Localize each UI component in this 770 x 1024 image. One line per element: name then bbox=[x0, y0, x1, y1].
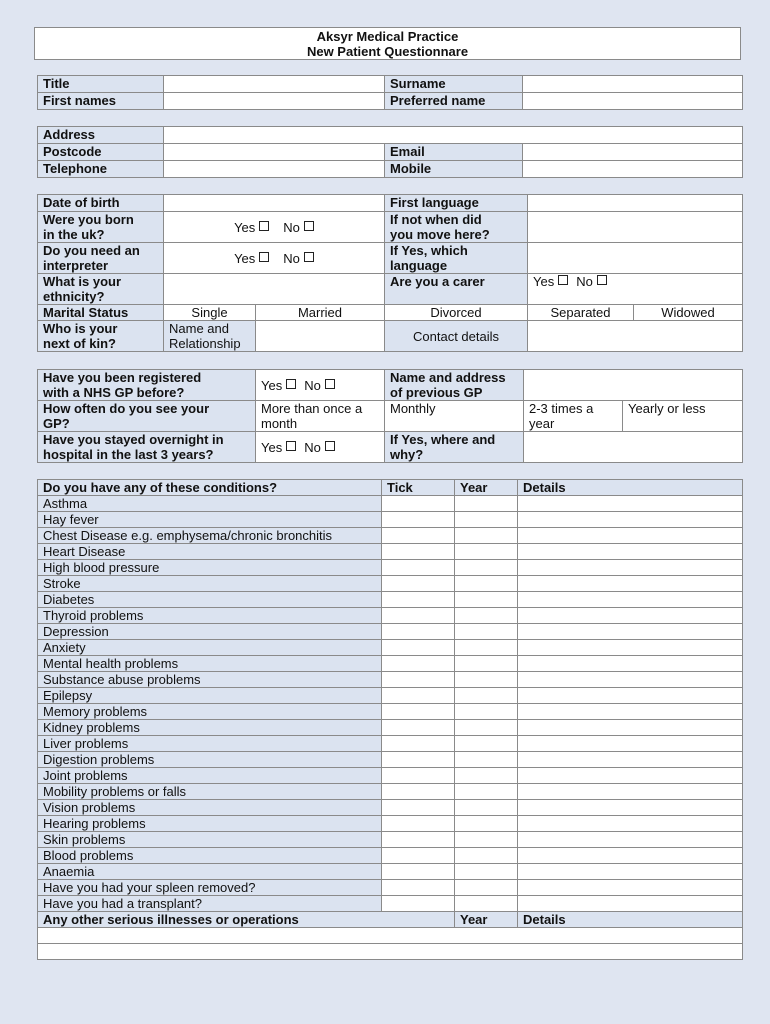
other-illnesses-heading: Any other serious illnesses or operations bbox=[38, 912, 455, 928]
condition-details-cell[interactable] bbox=[518, 768, 743, 784]
condition-row bbox=[38, 640, 743, 656]
born-uk-yes-checkbox[interactable] bbox=[259, 221, 269, 231]
condition-row bbox=[38, 544, 743, 560]
condition-tick-cell[interactable] bbox=[382, 496, 455, 512]
condition-year-cell[interactable] bbox=[455, 496, 518, 512]
first-language-field[interactable] bbox=[528, 195, 743, 212]
condition-label: Skin problems bbox=[38, 832, 382, 848]
condition-label: Heart Disease bbox=[38, 544, 382, 560]
condition-year-cell[interactable] bbox=[455, 736, 518, 752]
condition-tick-cell[interactable] bbox=[382, 688, 455, 704]
year-column-header: Year bbox=[455, 480, 518, 496]
condition-year-cell[interactable] bbox=[455, 544, 518, 560]
title-field[interactable] bbox=[164, 76, 385, 93]
telephone-label: Telephone bbox=[38, 161, 164, 178]
marital-option-married[interactable]: Married bbox=[256, 305, 385, 321]
condition-row bbox=[38, 720, 743, 736]
marital-status-label: Marital Status bbox=[38, 305, 164, 321]
email-label: Email bbox=[385, 144, 523, 161]
contact-section bbox=[37, 126, 743, 178]
condition-row bbox=[38, 560, 743, 576]
condition-label: Memory problems bbox=[38, 704, 382, 720]
condition-year-cell[interactable] bbox=[455, 896, 518, 912]
condition-label: Anxiety bbox=[38, 640, 382, 656]
postcode-label: Postcode bbox=[38, 144, 164, 161]
condition-row bbox=[38, 816, 743, 832]
personal-section bbox=[37, 75, 743, 110]
condition-label: Depression bbox=[38, 624, 382, 640]
condition-row bbox=[38, 672, 743, 688]
conditions-heading: Do you have any of these conditions? bbox=[38, 480, 382, 496]
condition-year-cell[interactable] bbox=[455, 864, 518, 880]
condition-label: Joint problems bbox=[38, 768, 382, 784]
practice-name: Aksyr Medical Practice bbox=[316, 29, 459, 44]
title-label: Title bbox=[38, 76, 164, 93]
overnight-hospital-choice: Yes No bbox=[256, 432, 385, 463]
condition-row bbox=[38, 688, 743, 704]
moved-here-field[interactable] bbox=[528, 212, 743, 243]
condition-details-cell[interactable] bbox=[518, 800, 743, 816]
mobile-field[interactable] bbox=[523, 161, 743, 178]
condition-details-cell[interactable] bbox=[518, 672, 743, 688]
condition-year-cell[interactable] bbox=[455, 608, 518, 624]
details-section bbox=[37, 194, 743, 352]
gp-section bbox=[37, 369, 743, 463]
marital-option-single[interactable]: Single bbox=[164, 305, 256, 321]
surname-field[interactable] bbox=[523, 76, 743, 93]
where-why-field[interactable] bbox=[524, 432, 743, 463]
surname-label: Surname bbox=[385, 76, 523, 93]
interpreter-label: Do you need an interpreter bbox=[38, 243, 164, 274]
condition-row bbox=[38, 592, 743, 608]
previous-gp-field[interactable] bbox=[524, 370, 743, 401]
condition-year-cell[interactable] bbox=[455, 752, 518, 768]
condition-label: Liver problems bbox=[38, 736, 382, 752]
condition-row bbox=[38, 784, 743, 800]
freq-option-monthly[interactable]: Monthly bbox=[385, 401, 524, 432]
condition-tick-cell[interactable] bbox=[382, 704, 455, 720]
condition-label: Mobility problems or falls bbox=[38, 784, 382, 800]
condition-tick-cell[interactable] bbox=[382, 720, 455, 736]
carer-no-checkbox[interactable] bbox=[597, 275, 607, 285]
condition-tick-cell[interactable] bbox=[382, 784, 455, 800]
details-column-header: Details bbox=[518, 480, 743, 496]
condition-label: Asthma bbox=[38, 496, 382, 512]
condition-tick-cell[interactable] bbox=[382, 592, 455, 608]
condition-tick-cell[interactable] bbox=[382, 736, 455, 752]
condition-year-cell[interactable] bbox=[455, 656, 518, 672]
condition-details-cell[interactable] bbox=[518, 864, 743, 880]
interpreter-no-checkbox[interactable] bbox=[304, 252, 314, 262]
condition-details-cell[interactable] bbox=[518, 736, 743, 752]
condition-tick-cell[interactable] bbox=[382, 672, 455, 688]
other-illnesses-field[interactable] bbox=[38, 944, 743, 960]
condition-tick-cell[interactable] bbox=[382, 800, 455, 816]
condition-tick-cell[interactable] bbox=[382, 640, 455, 656]
freq-option-2-3-times-year[interactable]: 2-3 times a year bbox=[524, 401, 623, 432]
condition-row bbox=[38, 752, 743, 768]
condition-row bbox=[38, 704, 743, 720]
condition-row bbox=[38, 880, 743, 896]
email-field[interactable] bbox=[523, 144, 743, 161]
marital-option-widowed[interactable]: Widowed bbox=[634, 305, 743, 321]
other-details-header: Details bbox=[518, 912, 743, 928]
condition-details-cell[interactable] bbox=[518, 624, 743, 640]
overnight-no-checkbox[interactable] bbox=[325, 441, 335, 451]
condition-details-cell[interactable] bbox=[518, 752, 743, 768]
condition-tick-cell[interactable] bbox=[382, 560, 455, 576]
form-header bbox=[34, 27, 741, 60]
condition-year-cell[interactable] bbox=[455, 624, 518, 640]
kin-name-label: Name and Relationship bbox=[164, 321, 256, 352]
condition-details-cell[interactable] bbox=[518, 784, 743, 800]
carer-yes-checkbox[interactable] bbox=[558, 275, 568, 285]
condition-details-cell[interactable] bbox=[518, 592, 743, 608]
condition-details-cell[interactable] bbox=[518, 528, 743, 544]
condition-label: High blood pressure bbox=[38, 560, 382, 576]
condition-tick-cell[interactable] bbox=[382, 608, 455, 624]
first-names-label: First names bbox=[38, 93, 164, 110]
condition-details-cell[interactable] bbox=[518, 512, 743, 528]
condition-year-cell[interactable] bbox=[455, 784, 518, 800]
condition-label: Anaemia bbox=[38, 864, 382, 880]
condition-label: Thyroid problems bbox=[38, 608, 382, 624]
condition-details-cell[interactable] bbox=[518, 576, 743, 592]
condition-tick-cell[interactable] bbox=[382, 656, 455, 672]
condition-label: Digestion problems bbox=[38, 752, 382, 768]
condition-details-cell[interactable] bbox=[518, 816, 743, 832]
other-year-header: Year bbox=[455, 912, 518, 928]
condition-details-cell[interactable] bbox=[518, 544, 743, 560]
condition-details-cell[interactable] bbox=[518, 608, 743, 624]
condition-year-cell[interactable] bbox=[455, 528, 518, 544]
condition-year-cell[interactable] bbox=[455, 576, 518, 592]
condition-tick-cell[interactable] bbox=[382, 864, 455, 880]
condition-year-cell[interactable] bbox=[455, 592, 518, 608]
condition-tick-cell[interactable] bbox=[382, 816, 455, 832]
condition-row bbox=[38, 736, 743, 752]
condition-year-cell[interactable] bbox=[455, 832, 518, 848]
condition-label: Blood problems bbox=[38, 848, 382, 864]
which-language-label: If Yes, which language bbox=[385, 243, 528, 274]
dob-label: Date of birth bbox=[38, 195, 164, 212]
condition-year-cell[interactable] bbox=[455, 880, 518, 896]
telephone-field[interactable] bbox=[164, 161, 385, 178]
how-often-label: How often do you see your GP? bbox=[38, 401, 256, 432]
moved-here-label: If not when did you move here? bbox=[385, 212, 528, 243]
condition-details-cell[interactable] bbox=[518, 640, 743, 656]
overnight-yes-checkbox[interactable] bbox=[286, 441, 296, 451]
marital-option-separated[interactable]: Separated bbox=[528, 305, 634, 321]
condition-tick-cell[interactable] bbox=[382, 512, 455, 528]
mobile-label: Mobile bbox=[385, 161, 523, 178]
condition-label: Epilepsy bbox=[38, 688, 382, 704]
ethnicity-label: What is your ethnicity? bbox=[38, 274, 164, 305]
freq-option-more-than-monthly[interactable]: More than once a month bbox=[256, 401, 385, 432]
interpreter-yes-checkbox[interactable] bbox=[259, 252, 269, 262]
condition-details-cell[interactable] bbox=[518, 656, 743, 672]
condition-label: Stroke bbox=[38, 576, 382, 592]
condition-tick-cell[interactable] bbox=[382, 624, 455, 640]
condition-label: Kidney problems bbox=[38, 720, 382, 736]
interpreter-choice: Yes No bbox=[164, 243, 385, 274]
condition-row bbox=[38, 496, 743, 512]
condition-row bbox=[38, 800, 743, 816]
condition-year-cell[interactable] bbox=[455, 560, 518, 576]
registered-yes-checkbox[interactable] bbox=[286, 379, 296, 389]
other-illnesses-field[interactable] bbox=[38, 928, 743, 944]
conditions-section bbox=[37, 479, 743, 960]
carer-choice: Yes No bbox=[528, 274, 743, 305]
condition-row bbox=[38, 608, 743, 624]
condition-details-cell[interactable] bbox=[518, 848, 743, 864]
overnight-hospital-label: Have you stayed overnight in hospital in the last 3 years? bbox=[38, 432, 256, 463]
born-uk-no-checkbox[interactable] bbox=[304, 221, 314, 231]
condition-year-cell[interactable] bbox=[455, 816, 518, 832]
ethnicity-field[interactable] bbox=[164, 274, 385, 305]
condition-tick-cell[interactable] bbox=[382, 832, 455, 848]
condition-details-cell[interactable] bbox=[518, 880, 743, 896]
condition-year-cell[interactable] bbox=[455, 720, 518, 736]
condition-details-cell[interactable] bbox=[518, 688, 743, 704]
condition-year-cell[interactable] bbox=[455, 848, 518, 864]
preferred-name-field[interactable] bbox=[523, 93, 743, 110]
condition-row bbox=[38, 864, 743, 880]
condition-label: Mental health problems bbox=[38, 656, 382, 672]
condition-tick-cell[interactable] bbox=[382, 896, 455, 912]
condition-row bbox=[38, 832, 743, 848]
marital-option-divorced[interactable]: Divorced bbox=[385, 305, 528, 321]
condition-row bbox=[38, 848, 743, 864]
registered-gp-choice: Yes No bbox=[256, 370, 385, 401]
previous-gp-label: Name and address of previous GP bbox=[385, 370, 524, 401]
condition-tick-cell[interactable] bbox=[382, 576, 455, 592]
condition-tick-cell[interactable] bbox=[382, 768, 455, 784]
condition-tick-cell[interactable] bbox=[382, 528, 455, 544]
condition-year-cell[interactable] bbox=[455, 768, 518, 784]
condition-label: Chest Disease e.g. emphysema/chronic bronchitis bbox=[38, 528, 382, 544]
condition-year-cell[interactable] bbox=[455, 704, 518, 720]
carer-label: Are you a carer bbox=[385, 274, 528, 305]
condition-label: Have you had your spleen removed? bbox=[38, 880, 382, 896]
condition-tick-cell[interactable] bbox=[382, 752, 455, 768]
address-label: Address bbox=[38, 127, 164, 144]
condition-row bbox=[38, 528, 743, 544]
freq-option-yearly-or-less[interactable]: Yearly or less bbox=[623, 401, 743, 432]
postcode-field[interactable] bbox=[164, 144, 385, 161]
condition-year-cell[interactable] bbox=[455, 688, 518, 704]
condition-label: Hay fever bbox=[38, 512, 382, 528]
address-field[interactable] bbox=[164, 127, 743, 144]
condition-year-cell[interactable] bbox=[455, 640, 518, 656]
condition-label: Substance abuse problems bbox=[38, 672, 382, 688]
condition-row bbox=[38, 576, 743, 592]
next-of-kin-label: Who is your next of kin? bbox=[38, 321, 164, 352]
condition-details-cell[interactable] bbox=[518, 560, 743, 576]
condition-year-cell[interactable] bbox=[455, 672, 518, 688]
condition-label: Vision problems bbox=[38, 800, 382, 816]
condition-row bbox=[38, 624, 743, 640]
condition-details-cell[interactable] bbox=[518, 704, 743, 720]
dob-field[interactable] bbox=[164, 195, 385, 212]
kin-name-field[interactable] bbox=[256, 321, 385, 352]
tick-column-header: Tick bbox=[382, 480, 455, 496]
form-title: New Patient Questionnare bbox=[306, 44, 469, 59]
preferred-name-label: Preferred name bbox=[385, 93, 523, 110]
condition-row bbox=[38, 656, 743, 672]
condition-tick-cell[interactable] bbox=[382, 848, 455, 864]
condition-tick-cell[interactable] bbox=[382, 544, 455, 560]
condition-label: Have you had a transplant? bbox=[38, 896, 382, 912]
condition-tick-cell[interactable] bbox=[382, 880, 455, 896]
condition-label: Diabetes bbox=[38, 592, 382, 608]
condition-year-cell[interactable] bbox=[455, 512, 518, 528]
condition-details-cell[interactable] bbox=[518, 896, 743, 912]
condition-row bbox=[38, 896, 743, 912]
condition-details-cell[interactable] bbox=[518, 496, 743, 512]
condition-details-cell[interactable] bbox=[518, 832, 743, 848]
registered-no-checkbox[interactable] bbox=[325, 379, 335, 389]
born-uk-choice: Yes No bbox=[164, 212, 385, 243]
first-names-field[interactable] bbox=[164, 93, 385, 110]
registered-gp-label: Have you been registered with a NHS GP before? bbox=[38, 370, 256, 401]
where-why-label: If Yes, where and why? bbox=[385, 432, 524, 463]
condition-details-cell[interactable] bbox=[518, 720, 743, 736]
contact-details-label: Contact details bbox=[385, 321, 528, 352]
contact-details-field[interactable] bbox=[528, 321, 743, 352]
born-uk-label: Were you born in the uk? bbox=[38, 212, 164, 243]
condition-row bbox=[38, 512, 743, 528]
which-language-field[interactable] bbox=[528, 243, 743, 274]
first-language-label: First language bbox=[385, 195, 528, 212]
condition-label: Hearing problems bbox=[38, 816, 382, 832]
condition-row bbox=[38, 768, 743, 784]
condition-year-cell[interactable] bbox=[455, 800, 518, 816]
